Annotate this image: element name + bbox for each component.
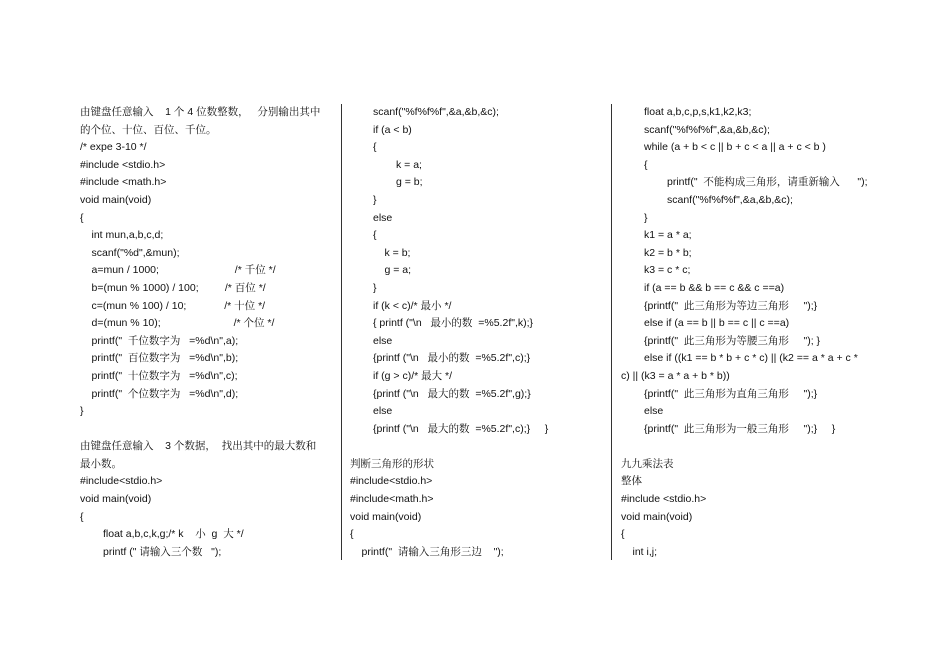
text-column-3 bbox=[621, 104, 881, 561]
code-line: float a,b,c,p,s,k1,k2,k3; bbox=[644, 106, 752, 118]
code-line: #include <math.h> bbox=[80, 176, 167, 189]
code-line: scanf("%f%f%f",&a,&b,&c); bbox=[644, 123, 770, 136]
code-line: {printf ("\n 最大的数 =%5.2f",g);} bbox=[373, 387, 531, 400]
code-line: 九九乘法表 bbox=[621, 457, 674, 470]
code-line: void main(void) bbox=[80, 193, 152, 206]
code-line: scanf("%f%f%f",&a,&b,&c); bbox=[373, 106, 499, 118]
code-line: void main(void) bbox=[350, 510, 422, 523]
code-line bbox=[80, 421, 336, 439]
code-line: if (a == b && b == c && c ==a) bbox=[644, 281, 785, 294]
code-line: #include<stdio.h> bbox=[350, 475, 433, 488]
code-line: b=(mun % 1000) / 100; /* 百位 */ bbox=[91, 281, 266, 294]
column-divider-1 bbox=[341, 104, 342, 560]
code-line: printf(" 个位数字为 =%d\n",d); bbox=[91, 387, 239, 400]
code-line: void main(void) bbox=[621, 510, 693, 523]
code-line: printf(" 十位数字为 =%d\n",c); bbox=[91, 369, 238, 382]
code-line: #include<stdio.h> bbox=[80, 475, 163, 488]
code-line: {printf(" 此三角形为等腰三角形 "); } bbox=[644, 334, 821, 347]
text-column-2 bbox=[350, 104, 604, 561]
code-line: #include <stdio.h> bbox=[621, 493, 707, 506]
code-line: { bbox=[373, 229, 377, 242]
code-line: {printf ("\n 最小的数 =%5.2f",c);} bbox=[373, 352, 531, 365]
code-line: printf(" 请输入三角形三边 "); bbox=[361, 545, 504, 558]
code-line: { bbox=[373, 141, 377, 154]
code-line: scanf("%d",&mun); bbox=[91, 246, 180, 259]
code-line: void main(void) bbox=[80, 493, 152, 506]
code-line bbox=[621, 438, 881, 456]
code-line: #include<math.h> bbox=[350, 493, 434, 506]
code-line: int mun,a,b,c,d; bbox=[91, 229, 164, 242]
code-line: else if (a == b || b == c || c ==a) bbox=[644, 317, 790, 330]
code-line: k = a; bbox=[396, 158, 422, 171]
code-line: d=(mun % 10); /* 个位 */ bbox=[91, 317, 275, 330]
code-line: 判断三角形的形状 bbox=[350, 457, 434, 470]
code-line: {printf(" 此三角形为等边三角形 ");} bbox=[644, 299, 818, 312]
code-line: } bbox=[373, 281, 377, 294]
code-line: k = b; bbox=[384, 246, 411, 259]
code-line: 整体 bbox=[621, 475, 642, 488]
code-line: if (g > c)/* 最大 */ bbox=[373, 369, 453, 382]
code-line: } bbox=[644, 211, 648, 224]
code-line: { bbox=[621, 528, 625, 541]
code-line: 最小数。 bbox=[80, 457, 122, 470]
code-line bbox=[350, 438, 604, 456]
code-line: { bbox=[80, 510, 84, 523]
code-line: k2 = b * b; bbox=[644, 246, 692, 259]
code-line: { bbox=[644, 158, 648, 171]
code-line: printf(" 不能构成三角形，请重新输入 "); bbox=[667, 176, 868, 189]
code-line: 的个位、十位、百位、千位。 bbox=[80, 123, 217, 136]
code-line: k1 = a * a; bbox=[644, 229, 692, 242]
code-line: int i,j; bbox=[632, 545, 658, 558]
code-line: c) || (k3 = a * a + b * b)) bbox=[621, 369, 730, 382]
code-line: a=mun / 1000; /* 千位 */ bbox=[91, 264, 276, 277]
code-line: { printf ("\n 最小的数 =%5.2f",k);} bbox=[373, 317, 534, 330]
code-line: else bbox=[644, 405, 664, 418]
code-line: printf (" 请输入三个数 "); bbox=[103, 545, 222, 558]
code-line: 由键盘任意输入 1 个 4 位数整数， 分别输出其中 bbox=[80, 106, 321, 118]
column-divider-2 bbox=[611, 104, 612, 560]
code-line: scanf("%f%f%f",&a,&b,&c); bbox=[667, 193, 793, 206]
code-line: #include <stdio.h> bbox=[80, 158, 166, 171]
code-line: printf(" 千位数字为 =%d\n",a); bbox=[91, 334, 239, 347]
code-line: if (a < b) bbox=[373, 123, 412, 136]
code-line: else bbox=[373, 334, 393, 347]
code-line: else if ((k1 == b * b + c * c) || (k2 == a * a + c * bbox=[644, 352, 858, 365]
text-column-1 bbox=[80, 104, 336, 561]
code-line: {printf ("\n 最大的数 =%5.2f",c);} } bbox=[373, 422, 549, 435]
code-line: float a,b,c,k,g;/* k 小 g 大 */ bbox=[103, 528, 244, 541]
code-line: { bbox=[80, 211, 84, 224]
code-line: { bbox=[350, 528, 354, 541]
code-line: k3 = c * c; bbox=[644, 264, 691, 277]
code-line: while (a + b < c || b + c < a || a + c < b ) bbox=[644, 141, 826, 154]
code-line: /* expe 3-10 */ bbox=[80, 141, 147, 154]
code-line: {printf(" 此三角形为直角三角形 ");} bbox=[644, 387, 818, 400]
code-line: g = b; bbox=[396, 176, 423, 189]
code-line: } bbox=[80, 405, 84, 418]
code-line: } bbox=[373, 193, 377, 206]
code-line: if (k < c)/* 最小 */ bbox=[373, 299, 452, 312]
code-line: 由键盘任意输入 3 个数据， 找出其中的最大数和 bbox=[80, 440, 317, 453]
code-line: g = a; bbox=[384, 264, 412, 277]
code-line: c=(mun % 100) / 10; /* 十位 */ bbox=[91, 299, 266, 312]
code-line: else bbox=[373, 405, 393, 418]
code-line: else bbox=[373, 211, 393, 224]
code-line: {printf(" 此三角形为一般三角形 ");} } bbox=[644, 422, 836, 435]
code-line: printf(" 百位数字为 =%d\n",b); bbox=[91, 352, 239, 365]
